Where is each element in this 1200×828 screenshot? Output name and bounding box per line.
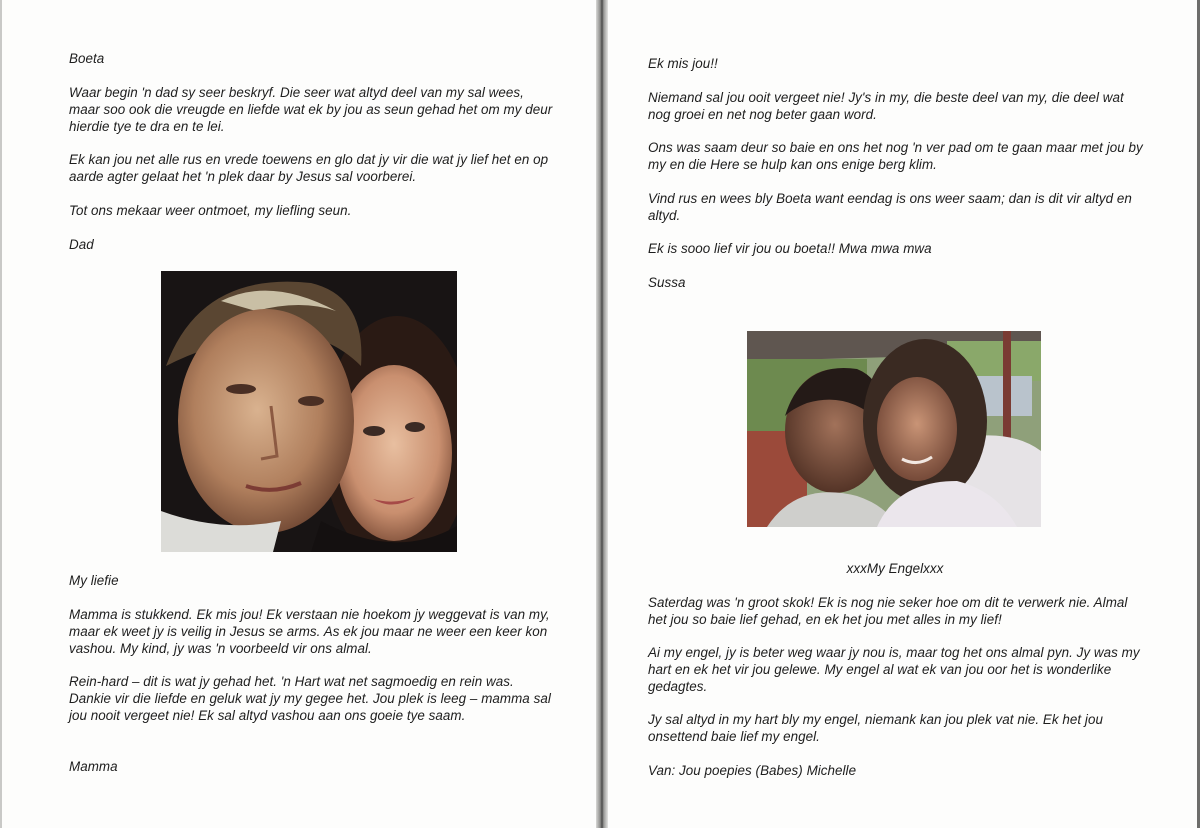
page-fold: [596, 0, 608, 828]
michelle-paragraph-1: Saterdag was 'n groot skok! Ek is nog nie seker hoe om dit te verwerk nie. Almal het jou so baie lief gehad, en ek het jou met alles in my lief!: [648, 595, 1128, 627]
michelle-paragraph-3: Jy sal altyd in my hart bly my engel, niemank kan jou plek vat nie. Ek het jou onsettend baie lief my engel.: [648, 712, 1103, 744]
dad-paragraph-3: Tot ons mekaar weer ontmoet, my liefling seun.: [69, 203, 352, 218]
sussa-paragraph-4: Ek is sooo lief vir jou ou boeta!! Mwa mwa mwa: [648, 241, 932, 256]
mamma-salutation: My liefie: [69, 573, 119, 588]
sussa-paragraph-1: Niemand sal jou ooit vergeet nie! Jy's in my, die beste deel van my, die deel wat nog groei en net nog beter gaan word.: [648, 90, 1124, 122]
michelle-heading: xxxMy Engelxxx: [846, 561, 944, 576]
photo-couple-outdoor: [747, 331, 1041, 527]
michelle-signature: Van: Jou poepies (Babes) Michelle: [648, 763, 857, 778]
sussa-paragraph-2: Ons was saam deur so baie en ons het nog 'n ver pad om te gaan maar met jou by my en die Here se hulp kan ons enige berg klim.: [648, 140, 1143, 172]
mamma-signature: Mamma: [69, 759, 118, 774]
mamma-paragraph-1: Mamma is stukkend. Ek mis jou! Ek verstaan nie hoekom jy weggevat is van my, maar ek weet jy is veilig in Jesus se arms. As ek jou maar ne weer een keer kon vashou. My kind, jy was 'n voorbeeld vir ons almal.: [69, 607, 550, 656]
left-page-edge: [0, 0, 2, 828]
mamma-paragraph-2: Rein-hard – dit is wat jy gehad het. 'n Hart wat net sagmoedig en rein was. Dankie vir die liefde en geluk wat jy my gegee het. Jou plek is leeg – mamma sal jou nooit vergeet nie! Ek sal altyd vashou aan ons goeie tye saam.: [69, 674, 551, 723]
dad-salutation: Boeta: [69, 51, 105, 66]
dad-signature: Dad: [69, 237, 94, 252]
sussa-paragraph-3: Vind rus en wees bly Boeta want eendag is ons weer saam; dan is dit vir altyd en altyd.: [648, 191, 1132, 223]
dad-paragraph-2: Ek kan jou net alle rus en vrede toewens en glo dat jy vir die wat jy lief het en op aarde agter gelaat het 'n plek daar by Jesus sal voorberei.: [69, 152, 549, 184]
michelle-paragraph-2: Ai my engel, jy is beter weg waar jy nou is, maar tog het ons almal pyn. Jy was my hart en ek het vir jou gelewe. My engel al wat ek van jou oor het is wonderlike gedagtes.: [648, 645, 1140, 694]
sussa-salutation: Ek mis jou!!: [648, 56, 718, 71]
sussa-signature: Sussa: [648, 275, 686, 290]
dad-paragraph-1: Waar begin 'n dad sy seer beskryf. Die seer wat altyd deel van my sal wees, maar soo ook die vreugde en liefde wat ek by jou as seun gehad het om my deur hierdie tye te dra en te lei.: [69, 85, 553, 134]
photo-couple-closeup: [161, 271, 457, 552]
